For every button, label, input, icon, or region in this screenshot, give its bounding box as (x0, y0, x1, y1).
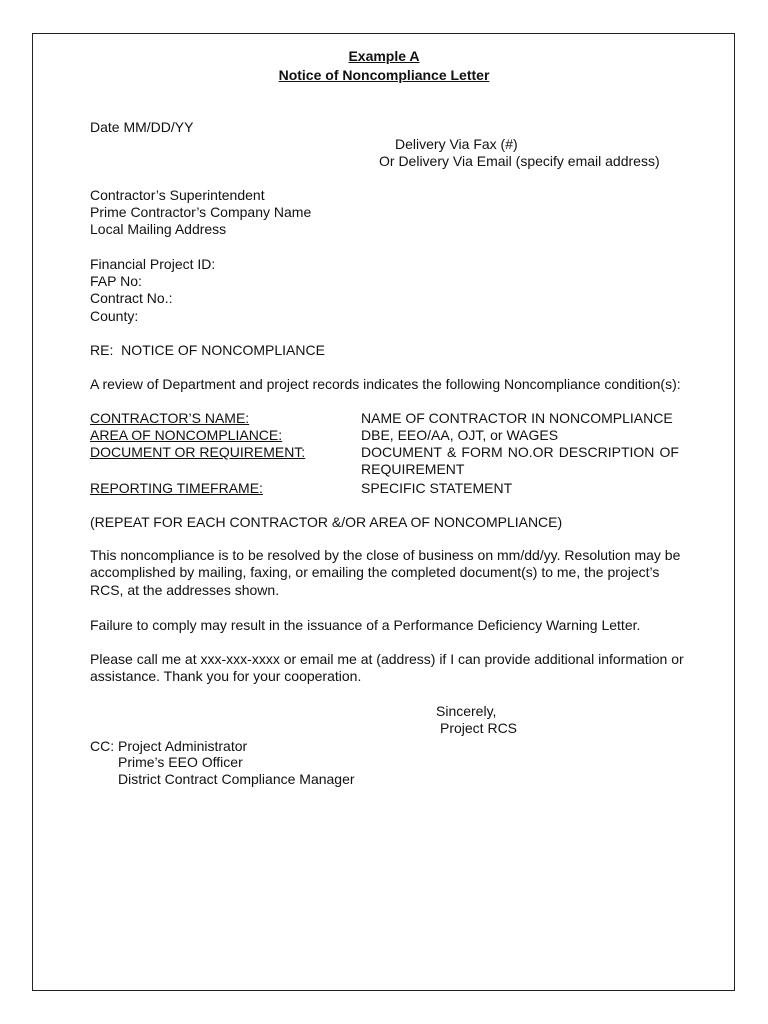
cc-recipient: Prime’s EEO Officer (118, 754, 243, 770)
resolution-line: accomplished by mailing, faxing, or emailing the completed document(s) to me, the project’s (90, 564, 660, 581)
failure-paragraph: Failure to comply may result in the issuance of a Performance Deficiency Warning Letter. (90, 617, 641, 633)
re-line: RE: NOTICE OF NONCOMPLIANCE (90, 342, 325, 358)
delivery-email: Or Delivery Via Email (specify email address) (379, 153, 660, 169)
letter-example-title: Example A (348, 48, 420, 64)
letter-title: Notice of Noncompliance Letter (278, 67, 490, 83)
document-value (361, 444, 679, 461)
contact-line: assistance. Thank you for your cooperation. (90, 668, 362, 685)
timeframe-value: SPECIFIC STATEMENT (361, 480, 513, 496)
document-value-word: OF (659, 444, 679, 460)
recipient-line: Contractor’s Superintendent (90, 187, 265, 203)
document-value-word: NO.OR (507, 444, 554, 460)
delivery-fax: Delivery Via Fax (#) (395, 136, 518, 152)
repeat-note: (REPEAT FOR EACH CONTRACTOR &/OR AREA OF NONCOMPLIANCE) (90, 514, 563, 530)
document-value-line2: REQUIREMENT (361, 461, 465, 477)
cc-first: CC: Project Administrator (90, 738, 248, 754)
resolution-line: This noncompliance is to be resolved by the close of business on mm/dd/yy. Resolution may be (90, 547, 681, 563)
contact-paragraph (90, 651, 684, 686)
resolution-paragraph (90, 547, 680, 599)
project-field: Contract No.: (90, 290, 173, 307)
recipient-address (90, 187, 311, 239)
document-value-word: FORM (461, 444, 503, 460)
document-value-word: DOCUMENT (361, 444, 442, 460)
project-field: FAP No: (90, 273, 142, 290)
closing-salutation: Sincerely, (436, 703, 497, 719)
contractor-name-value: NAME OF CONTRACTOR IN NONCOMPLIANCE (361, 410, 673, 426)
contact-line: Please call me at xxx-xxx-xxxx or email me at (address) if I can provide additional information or (90, 651, 684, 667)
closing-signer: Project RCS (440, 720, 518, 736)
document-value-word: DESCRIPTION (558, 444, 655, 460)
recipient-line: Prime Contractor’s Company Name (90, 204, 312, 221)
timeframe-label: REPORTING TIMEFRAME: (90, 480, 263, 496)
page-border (32, 33, 735, 991)
project-field: County: (90, 307, 139, 324)
intro-paragraph: A review of Department and project records indicates the following Noncompliance condition(s): (90, 376, 681, 392)
area-value: DBE, EEO/AA, OJT, or WAGES (361, 427, 559, 443)
resolution-line: RCS, at the addresses shown. (90, 581, 280, 598)
contractor-name-label: CONTRACTOR’S NAME: (90, 410, 250, 426)
date-line: Date MM/DD/YY (90, 119, 194, 135)
project-field: Financial Project ID: (90, 256, 216, 272)
project-fields (90, 256, 215, 325)
document-value-word: & (446, 444, 457, 460)
recipient-line: Local Mailing Address (90, 221, 227, 238)
area-label: AREA OF NONCOMPLIANCE: (90, 427, 283, 443)
cc-recipient: District Contract Compliance Manager (118, 771, 355, 787)
document-label: DOCUMENT OR REQUIREMENT: (90, 444, 306, 460)
